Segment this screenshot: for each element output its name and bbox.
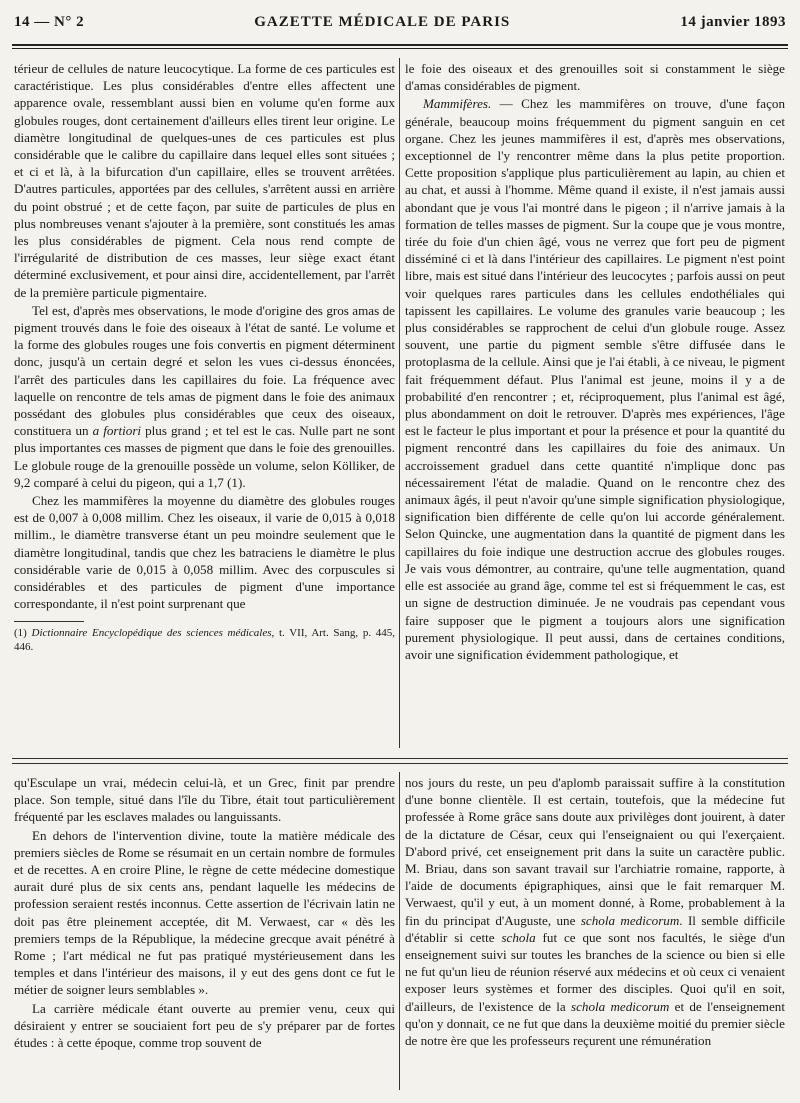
paragraph: qu'Esculape un vrai, médecin celui-là, et un Grec, finit par prendre place. Son temple, situé dans l'île du Tibre, était tout particulièrement fréquenté par les esclaves malades ou languissants. (14, 775, 395, 825)
page-header (14, 14, 786, 40)
column-divider (399, 58, 400, 748)
text-run: — Chez les mammifères on trouve, d'une façon générale, beaucoup moins fréquemment du pigment sanguin en cet organe. Chez les jeunes mammifères il est, d'après mes observations, exceptionnel de l'y rencontrer même dans la plus petite proportion. Cette proposition s'applique plus particulièrement au lapin, au chien et au chat, et aussi à l'homme. Même quand il existe, il n'est jamais aussi abondant que je vous l'ai montré dans le pigeon ; il n'arrive jamais à la formation de telles masses de pigment. Sur la coupe que je vous montre, tirée du foie d'un chien âgé, vous ne verrez que fort peu de pigment disséminé ci et là dans l'intérieur des capillaires. Le pigment n'est point libre, mais est situé dans l'intérieur des leucocytes ; parfois aussi on peut voir quelques rares particules dans les cellules endothéliales qui tapissent les capillaires. Le volume des granules varie beaucoup ; les plus considérables se rapprochent de celui d'un globule rouge. Assez souvent, une partie du pigment semble s'être diffusée dans le protoplasma de la cellule. Ainsi que je l'ai établi, à ce niveau, le pigment fait fréquemment défaut. Plus l'animal est jeune, moins il y a de probabilité d'en rencontrer ; et, réciproquement, plus l'animal est âgé, plus abondamment on doit le retrouver. D'après mes expériences, l'âge est le facteur le plus important et pour la présence et pour la quantité du pigment rencontré dans les capillaires du foie des animaux. Un accroissement graduel dans cette quantité n'implique donc pas nécessairement l'état de maladie. Quand on le rencontre chez des animaux âgés, il peut n'avoir qu'une simple signification physiologique, signification bien différente de celle qu'on lui accorde généralement. Selon Quincke, une augmentation dans la quantité de pigment dans les capillaires du foie indique une destruction accrue des globules rouges. Je vais vous démontrer, au contraire, qu'une telle augmentation, quand elle est associée au grand âge, comme tel est si fréquemment le cas, est un signe de destruction diminuée. Je ne voudrais pas cependant vous faire supposer que le pigment a toujours alors une signification purement physiologique. Il peut aussi, dans de certaines conditions, avoir une signification évidemment pathologique, et (405, 96, 785, 662)
article-column-1 (14, 60, 395, 654)
text-run: et de l'enseignement qu'on y donnait, ce ne fut que dans la deuxième moitié du premier siècle de notre ère que les professeurs reçurent une rémunération (405, 998, 785, 1049)
article-column-4 (405, 774, 785, 1049)
section-separator-thin (12, 763, 788, 764)
italic-text: Dictionnaire Encyclopédique des sciences médicales (31, 626, 272, 639)
header-rule-thin (12, 48, 788, 49)
footnote (14, 626, 395, 654)
issue-date: 14 janvier 1893 (680, 14, 786, 30)
paragraph (405, 95, 785, 663)
article-column-3 (14, 774, 395, 1051)
text-run: . Il semble difficile d'établir si cette (405, 912, 786, 945)
text-run: , t. VII, Art. Sang, p. 445, 446. (14, 626, 395, 653)
footnote-marker: (1) (14, 626, 27, 639)
column-divider (399, 772, 400, 1090)
text-run: fut ce que sont nos facultés, le siège d'un enseignement suivi sur toutes les branches de la science ou bien si elle ne fut qu'un lieu de réunion réservé aux médecins et où ceux ci venaient exposer leurs systèmes et former des disciples. Quoi qu'il en soit, d'ailleurs, de l'existence de la (405, 929, 786, 1014)
paragraph: térieur de cellules de nature leucocytique. La forme de ces particules est caractéristique. Les plus considérables d'entre elles affectent une apparence ovale, ressemblant aussi bien en volume qu'en forme aux globules rouges, dont certainement d'ailleurs elles tirent leur origine. Le diamètre longitudinal de quelques-unes de ces particules est plus considérable que le calibre du capillaire dans lequel elles sont situées ; et ci et là, à la bifurcation d'un capillaire, elles se trouvent arrêtées. D'autres particules, apportées par des cellules, s'arrêtent aussi en arrière du point obstrué ; et de cette façon, par suite de particules de plus en plus nombreuses venant s'ajouter à la première, sont constitués les amas les plus considérables de pigment. Cela nous rend compte de l'irrégularité de distribution de ces masses, leur siège exact étant déterminé exclusivement, et pour ainsi dire, accidentellement, par l'arrêt de la première particule pigmentaire. (14, 61, 395, 300)
footnote-rule (14, 621, 84, 622)
paragraph: La carrière médicale étant ouverte au premier venu, ceux qui désiraient y entrer se souciaient fort peu de s'y préparer par de fortes études : à cette époque, comme trop souvent de (14, 1000, 395, 1051)
paragraph: En dehors de l'intervention divine, toute la matière médicale des premiers siècles de Rome se résumait en un certain nombre de formules et de recettes. A en croire Pline, le règne de cette médecine domestique aurait duré plus de six cents ans, pendant laquelle les médecins de profession seraient restés inconnus. Cette assertion de l'écrivain latin ne doit pas être pleinement acceptée, dit M. Verwaest, car « dès les premiers temps de la République, la médecine grecque avait pénétré à Rome ; l'art médical ne fut pas pratiqué mystérieusement dans les temples et dans l'intérieur des maisons, il y eut des gens dont ce fut le métier de soigner leurs semblables ». (14, 827, 395, 998)
text-run: plus grand ; et tel est le cas. Nulle part ne sont plus importantes ces masses de pigment que dans le foie des grenouilles. Le globule rouge de la grenouille possède un volume, selon Kölliker, de 9,2 comparé à celui du pigeon, qui a 1,7 (1). (14, 423, 395, 490)
italic-text: schola medicorum (570, 998, 670, 1014)
section-separator (12, 758, 788, 759)
paragraph (405, 774, 785, 1049)
journal-title: GAZETTE MÉDICALE DE PARIS (254, 14, 511, 30)
italic-text: a fortiori (92, 423, 142, 439)
section-heading: Mammifères. (423, 96, 492, 112)
article-column-2 (405, 60, 785, 663)
text-run: Tel est, d'après mes observations, le mode d'origine des gros amas de pigment trouvés dans le foie des oiseaux à l'état de santé. Le volume et la forme des globules rouges une fois convertis en pigment déterminent donc, jusqu'à un certain degré et selon les vues ci-dessus énoncées, l'arrêt des particules dans les capillaires du foie. La fréquence avec laquelle on rencontre de tels amas de pigment dans le foie des animaux possédant des globules plus considérables que ceux des oiseaux, constituera un (14, 302, 395, 439)
paragraph: Chez les mammifères la moyenne du diamètre des globules rouges est de 0,007 à 0,008 millim. Chez les oiseaux, il varie de 0,015 à 0,018 millim., le diamètre transverse étant un peu moindre seulement que le diamètre longitudinal, tandis que chez les batraciens le diamètre le plus considérable varie de 0,015 à 0,058 millim. Avec des corpuscules si considérables et des particules de pigment d'une importance correspondante, il n'est point surprenant que (14, 493, 395, 612)
italic-text: schola (501, 929, 536, 945)
page-number: 14 — N° 2 (14, 14, 85, 30)
text-run: nos jours du reste, un peu d'aplomb paraissait suffire à la constitution d'une bonne clientèle. Il est certain, toutefois, que la médecine fut professée à Rome grâce sans doute aux privilèges dont jouirent, à dater de la dictature de César, ceux qui l'enseignaient ou qui l'exerçaient. D'abord privé, cet enseignement prit dans la suite un caractère public. M. Briau, dans son savant travail sur l'archiatrie romaine, rapporte, à l'aide de documents épigraphiques, ainsi que le fait remarquer M. Verwaest, qu'il y eut, à un moment donné, à Rome, probablement à la fin du principat d'Auguste, une (405, 775, 785, 928)
paragraph: le foie des oiseaux et des grenouilles soit si constamment le siège d'amas considérables de pigment. (405, 61, 785, 94)
paragraph (14, 302, 395, 491)
header-rule (12, 44, 788, 46)
italic-text: schola medicorum (580, 912, 680, 928)
